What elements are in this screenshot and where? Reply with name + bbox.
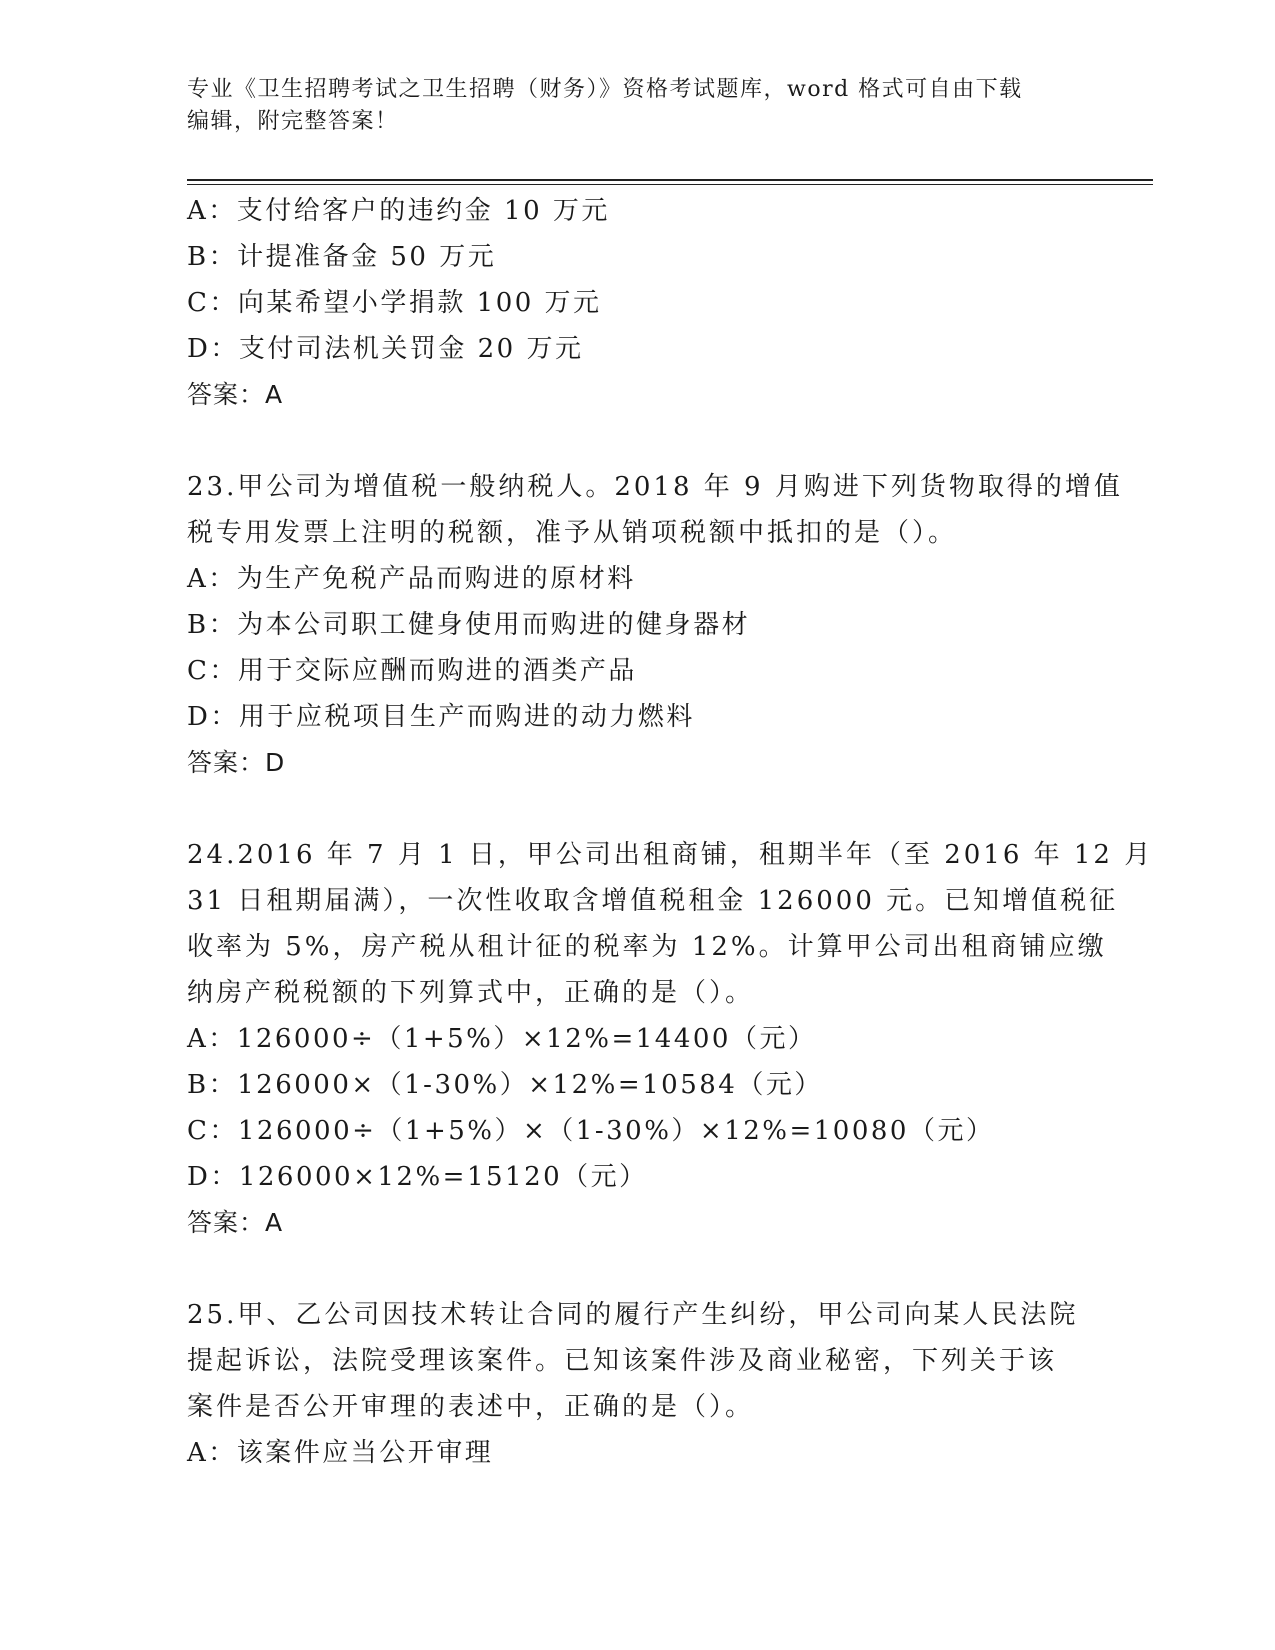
document-header <box>187 74 1067 138</box>
option-c: C：向某希望小学捐款 100 万元 <box>187 288 602 318</box>
question-24 <box>187 832 1154 1246</box>
answer: 答案：A <box>187 380 284 409</box>
question-22 <box>187 188 1087 418</box>
option-a: A：支付给客户的违约金 10 万元 <box>187 196 610 226</box>
option-c: C：用于交际应酬而购进的酒类产品 <box>187 656 637 686</box>
option-a: A：为生产免税产品而购进的原材料 <box>187 564 636 594</box>
header-divider-thick <box>187 179 1153 181</box>
option-a: A：该案件应当公开审理 <box>187 1438 494 1468</box>
question-stem-line: 23.甲公司为增值税一般纳税人。2018 年 9 月购进下列货物取得的增值 <box>187 472 1123 502</box>
question-stem-line: 收率为 5%，房产税从租计征的税率为 12%。计算甲公司出租商铺应缴 <box>187 932 1107 962</box>
answer: 答案：D <box>187 748 286 777</box>
question-stem-line: 提起诉讼，法院受理该案件。已知该案件涉及商业秘密，下列关于该 <box>187 1346 1058 1376</box>
answer: 答案：A <box>187 1208 284 1237</box>
question-25 <box>187 1292 1087 1476</box>
question-23 <box>187 464 1123 786</box>
question-stem-line: 31 日租期届满），一次性收取含增值税租金 126000 元。已知增值税征 <box>187 886 1119 916</box>
header-divider-thin <box>187 184 1153 185</box>
option-d: D：用于应税项目生产而购进的动力燃料 <box>187 702 695 732</box>
question-stem-line: 案件是否公开审理的表述中，正确的是（）。 <box>187 1392 755 1422</box>
question-stem-line: 纳房产税税额的下列算式中，正确的是（）。 <box>187 978 755 1008</box>
option-d: D：126000×12%=15120（元） <box>187 1162 648 1192</box>
option-a: A：126000÷（1+5%）×12%=14400（元） <box>187 1024 817 1054</box>
option-b: B：为本公司职工健身使用而购进的健身器材 <box>187 610 751 640</box>
header-line-1: 专业《卫生招聘考试之卫生招聘（财务）》资格考试题库，word 格式可自由下载 <box>187 77 1023 102</box>
header-line-2: 编辑，附完整答案！ <box>187 109 399 134</box>
question-list <box>187 188 1154 1476</box>
question-stem-line: 24.2016 年 7 月 1 日，甲公司出租商铺，租期半年（至 2016 年 12 月 <box>187 840 1154 870</box>
option-b: B：126000×（1-30%）×12%=10584（元） <box>187 1070 823 1100</box>
option-d: D：支付司法机关罚金 20 万元 <box>187 334 584 364</box>
option-c: C：126000÷（1+5%）×（1-30%）×12%=10080（元） <box>187 1116 995 1146</box>
option-b: B：计提准备金 50 万元 <box>187 242 497 272</box>
question-stem-line: 税专用发票上注明的税额，准予从销项税额中抵扣的是（）。 <box>187 518 958 548</box>
question-stem-line: 25.甲、乙公司因技术转让合同的履行产生纠纷，甲公司向某人民法院 <box>187 1300 1079 1330</box>
